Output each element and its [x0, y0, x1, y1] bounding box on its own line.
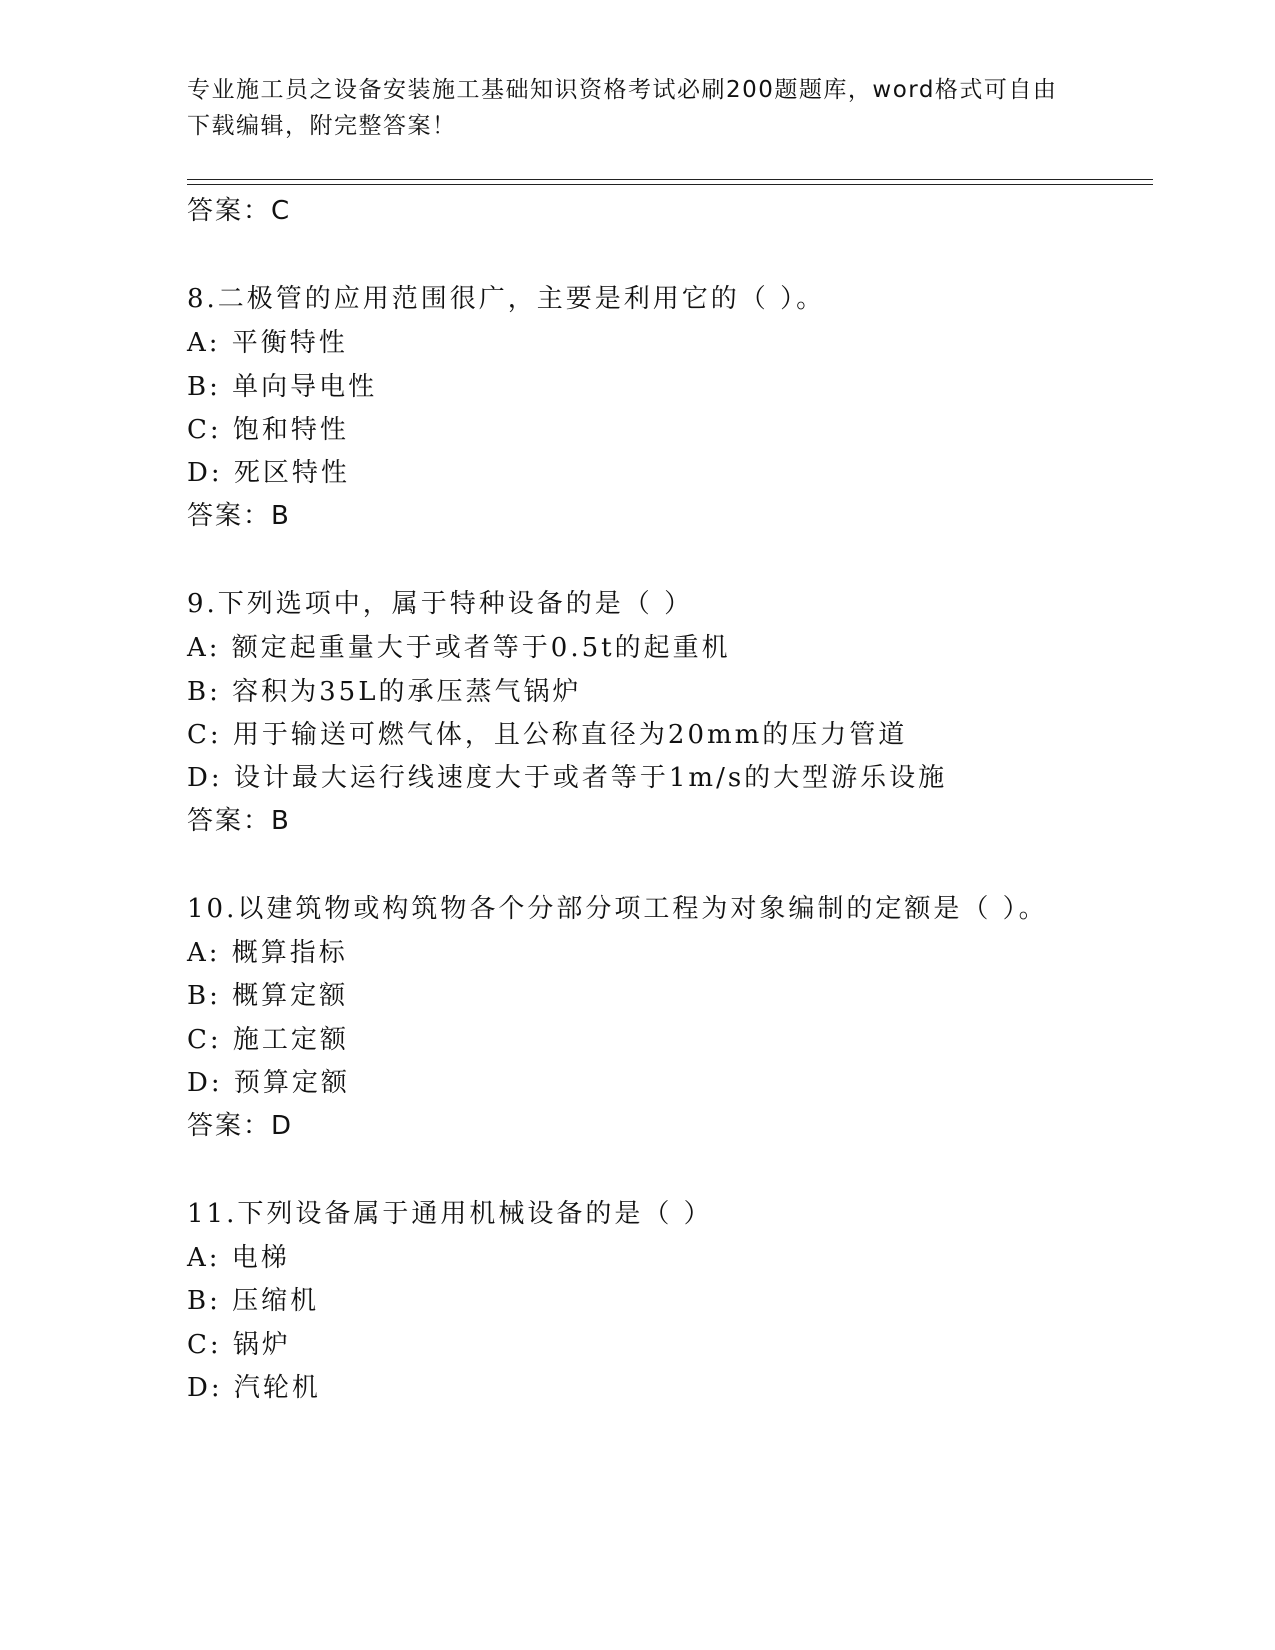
question-9-option-d: D: 设计最大运行线速度大于或者等于1m/s的大型游乐设施: [187, 763, 948, 793]
question-10-option-a: A: 概算指标: [187, 938, 348, 968]
answer-q9: 答案：B: [187, 806, 291, 836]
document-header: [187, 72, 1087, 144]
answer-q7: 答案：C: [187, 196, 292, 226]
question-11-stem: 11.下列设备属于通用机械设备的是（ ）: [187, 1199, 713, 1229]
answer-q10: 答案：D: [187, 1111, 294, 1141]
question-9-stem: 9.下列选项中，属于特种设备的是（ ）: [187, 589, 694, 619]
question-10-option-d: D: 预算定额: [187, 1068, 350, 1098]
question-8-option-d: D: 死区特性: [187, 458, 350, 488]
answer-q8: 答案：B: [187, 501, 291, 531]
question-9-option-b: B: 容积为35L的承压蒸气锅炉: [187, 677, 582, 707]
question-10-option-c: C: 施工定额: [187, 1025, 349, 1055]
question-8-option-b: B: 单向导电性: [187, 372, 378, 402]
question-11-option-d: D: 汽轮机: [187, 1373, 321, 1403]
question-11-option-a: A: 电梯: [187, 1243, 290, 1273]
question-8-option-a: A: 平衡特性: [187, 328, 348, 358]
question-9-option-c: C: 用于输送可燃气体，且公称直径为20mm的压力管道: [187, 720, 908, 750]
header-line-1: 专业施工员之设备安装施工基础知识资格考试必刷200题题库，word格式可自由: [187, 77, 1058, 103]
question-11-option-c: C: 锅炉: [187, 1330, 291, 1360]
question-10-option-b: B: 概算定额: [187, 981, 349, 1011]
header-divider-top: [187, 179, 1153, 180]
header-divider-bottom: [187, 184, 1153, 185]
question-9-option-a: A: 额定起重量大于或者等于0.5t的起重机: [187, 633, 731, 663]
header-line-2: 下载编辑，附完整答案！: [187, 113, 457, 139]
question-8-option-c: C: 饱和特性: [187, 415, 349, 445]
question-8-stem: 8.二极管的应用范围很广，主要是利用它的（ ）。: [187, 284, 826, 314]
question-11-option-b: B: 压缩机: [187, 1286, 320, 1316]
question-10-stem: 10.以建筑物或构筑物各个分部分项工程为对象编制的定额是（ ）。: [187, 894, 1048, 924]
